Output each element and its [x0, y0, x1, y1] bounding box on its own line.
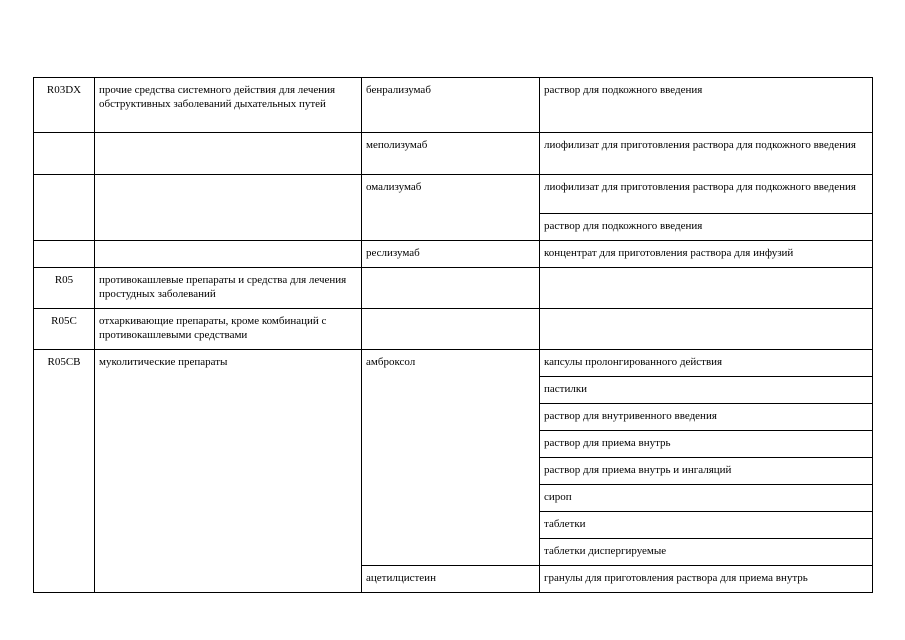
- table-row: [34, 309, 873, 350]
- atc-code-cell: [34, 133, 95, 175]
- drug-name-cell: бенрализумаб: [362, 78, 540, 133]
- table-row: [34, 175, 873, 214]
- dosage-form-cell: пастилки: [540, 377, 873, 404]
- drug-name-cell: [362, 309, 540, 350]
- dosage-form-cell: лиофилизат для приготовления раствора для подкожного введения: [540, 133, 873, 175]
- drug-name-cell: ацетилцистеин: [362, 566, 540, 593]
- drug-name-cell: амброксол: [362, 350, 540, 566]
- drug-table: [33, 77, 873, 593]
- dosage-form-cell: [540, 309, 873, 350]
- dosage-form-cell: лиофилизат для приготовления раствора для подкожного введения: [540, 175, 873, 214]
- dosage-form-cell: раствор для подкожного введения: [540, 78, 873, 133]
- dosage-form-cell: концентрат для приготовления раствора для инфузий: [540, 241, 873, 268]
- dosage-form-cell: капсулы пролонгированного действия: [540, 350, 873, 377]
- table-row: [34, 133, 873, 175]
- atc-group-cell: противокашлевые препараты и средства для лечения простудных заболеваний: [95, 268, 362, 309]
- table-row: [34, 350, 873, 377]
- drug-name-cell: реслизумаб: [362, 241, 540, 268]
- atc-group-cell: отхаркивающие препараты, кроме комбинаций с противокашлевыми средствами: [95, 309, 362, 350]
- dosage-form-cell: [540, 268, 873, 309]
- dosage-form-cell: таблетки диспергируемые: [540, 539, 873, 566]
- dosage-form-cell: раствор для приема внутрь и ингаляций: [540, 458, 873, 485]
- atc-group-cell: [95, 241, 362, 268]
- atc-code-cell: R03DX: [34, 78, 95, 133]
- atc-code-cell: [34, 241, 95, 268]
- table-row: [34, 268, 873, 309]
- atc-code-cell: R05C: [34, 309, 95, 350]
- atc-group-cell: муколитические препараты: [95, 350, 362, 593]
- dosage-form-cell: таблетки: [540, 512, 873, 539]
- table-row: [34, 241, 873, 268]
- dosage-form-cell: раствор для подкожного введения: [540, 214, 873, 241]
- atc-group-cell: [95, 133, 362, 175]
- dosage-form-cell: сироп: [540, 485, 873, 512]
- table-row: [34, 78, 873, 133]
- dosage-form-cell: раствор для приема внутрь: [540, 431, 873, 458]
- atc-code-cell: R05CB: [34, 350, 95, 593]
- atc-group-cell: прочие средства системного действия для лечения обструктивных заболеваний дыхательных путей: [95, 78, 362, 133]
- drug-name-cell: [362, 268, 540, 309]
- drug-name-cell: омализумаб: [362, 175, 540, 241]
- atc-code-cell: R05: [34, 268, 95, 309]
- drug-name-cell: меполизумаб: [362, 133, 540, 175]
- dosage-form-cell: раствор для внутривенного введения: [540, 404, 873, 431]
- atc-group-cell: [95, 175, 362, 241]
- atc-code-cell: [34, 175, 95, 241]
- dosage-form-cell: гранулы для приготовления раствора для приема внутрь: [540, 566, 873, 593]
